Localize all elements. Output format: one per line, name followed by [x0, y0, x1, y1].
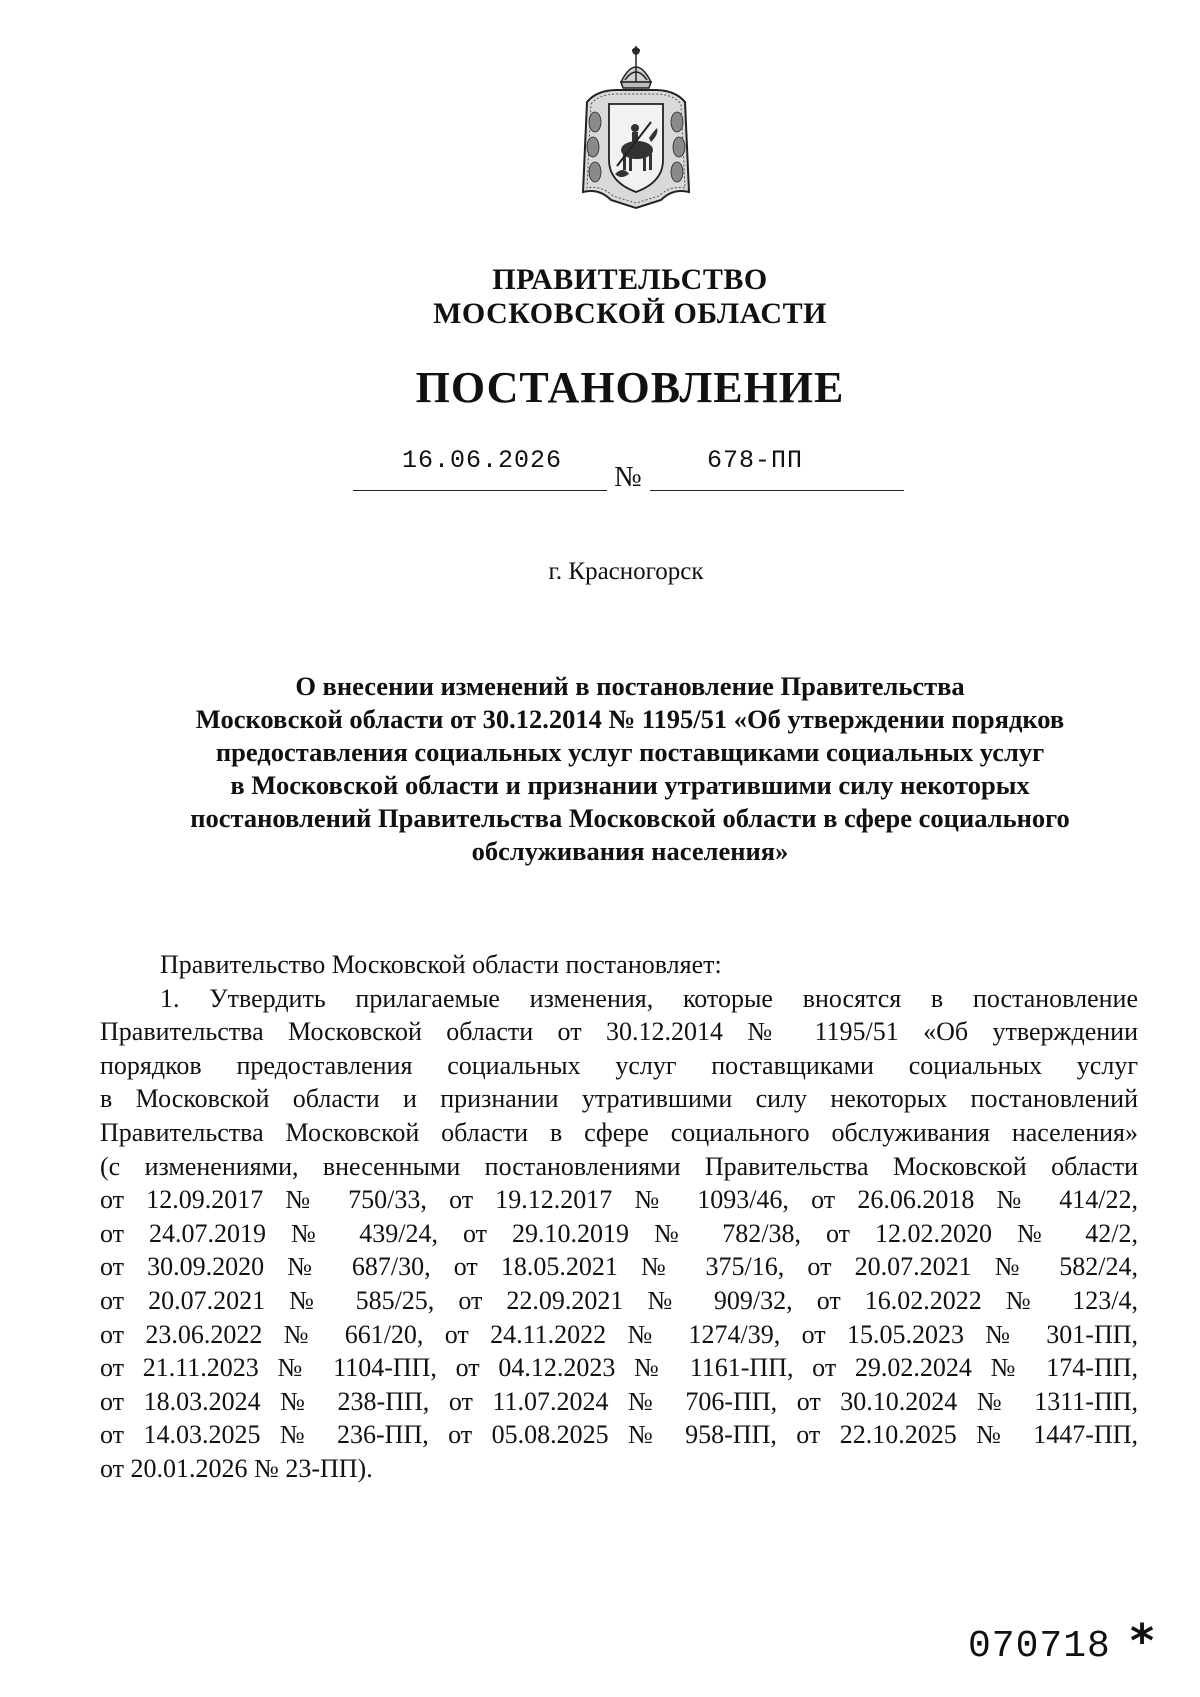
item-1-line: от 23.06.2022 № 661/20, от 24.11.2022 № 1274/39, от 15.05.2023 № 301-ПП, [100, 1319, 1138, 1349]
item-1-line: от 20.07.2021 № 585/25, от 22.09.2021 № 909/32, от 16.02.2022 № 123/4, [100, 1285, 1138, 1315]
issuing-city: г. Красногорск [548, 558, 704, 585]
subject-line: Московской области от 30.12.2014 № 1195/51 «Об утверждении порядков [195, 704, 1065, 734]
item-1 [100, 982, 1138, 1486]
resolution-date: 16.06.2026 [402, 446, 563, 475]
item-1-line: от 30.09.2020 № 687/30, от 18.05.2021 № 375/16, от 20.07.2021 № 582/24, [100, 1252, 1138, 1282]
subject-line: обслуживания населения» [471, 836, 789, 866]
document-type-title: ПОСТАНОВЛЕНИЕ [415, 363, 845, 412]
item-1-line: Правительства Московской области в сфере социального обслуживания населения» [100, 1117, 1138, 1147]
subject-line: предоставления социальных услуг поставщиками социальных услуг [215, 737, 1045, 767]
number-underline [650, 490, 904, 491]
item-1-line: (с изменениями, внесенными постановлениями Правительства Московской области [100, 1151, 1138, 1181]
number-sign: № [614, 461, 642, 493]
item-1-line: от 12.09.2017 № 750/33, от 19.12.2017 № 1093/46, от 26.06.2018 № 414/22, [100, 1185, 1138, 1215]
item-1-line: Правительства Московской области от 30.12.2014 № 1195/51 «Об утверждении [100, 1017, 1138, 1047]
subject-line: в Московской области и признании утратившими силу некоторых [230, 770, 1030, 800]
item-1-line: от 14.03.2025 № 236-ПП, от 05.08.2025 № 958-ПП, от 22.10.2025 № 1447-ПП, [100, 1420, 1138, 1450]
item-1-line: от 20.01.2026 № 23-ПП). [100, 1453, 373, 1483]
preamble: Правительство Московской области постановляет: [160, 950, 722, 979]
government-name-line-2: МОСКОВСКОЙ ОБЛАСТИ [433, 297, 827, 330]
item-1-line: от 18.03.2024 № 238-ПП, от 11.07.2024 № 706-ПП, от 30.10.2024 № 1311-ПП, [100, 1386, 1138, 1416]
coat-of-arms-icon [577, 42, 695, 212]
resolution-subject [100, 670, 1160, 868]
item-1-line: в Московской области и признании утратившими силу некоторых постановлений [100, 1084, 1138, 1114]
asterisk-mark: * [1130, 1614, 1155, 1668]
date-underline [353, 490, 607, 491]
resolution-body [100, 948, 1138, 1486]
government-name-line-1: ПРАВИТЕЛЬСТВО [492, 263, 768, 296]
subject-line: постановлений Правительства Московской области в сфере социального [190, 803, 1070, 833]
item-1-line: порядков предоставления социальных услуг поставщиками социальных услуг [100, 1050, 1138, 1080]
item-1-line: от 21.11.2023 № 1104-ПП, от 04.12.2023 № 1161-ПП, от 29.02.2024 № 174-ПП, [100, 1353, 1138, 1383]
document-serial-code: 070718 [968, 1625, 1111, 1668]
resolution-number: 678-ПП [707, 446, 804, 475]
item-1-line: 1. Утвердить прилагаемые изменения, которые вносятся в постановление [160, 983, 1138, 1013]
item-1-line: от 24.07.2019 № 439/24, от 29.10.2019 № 782/38, от 12.02.2020 № 42/2, [100, 1218, 1138, 1248]
subject-line: О внесении изменений в постановление Правительства [295, 671, 965, 701]
